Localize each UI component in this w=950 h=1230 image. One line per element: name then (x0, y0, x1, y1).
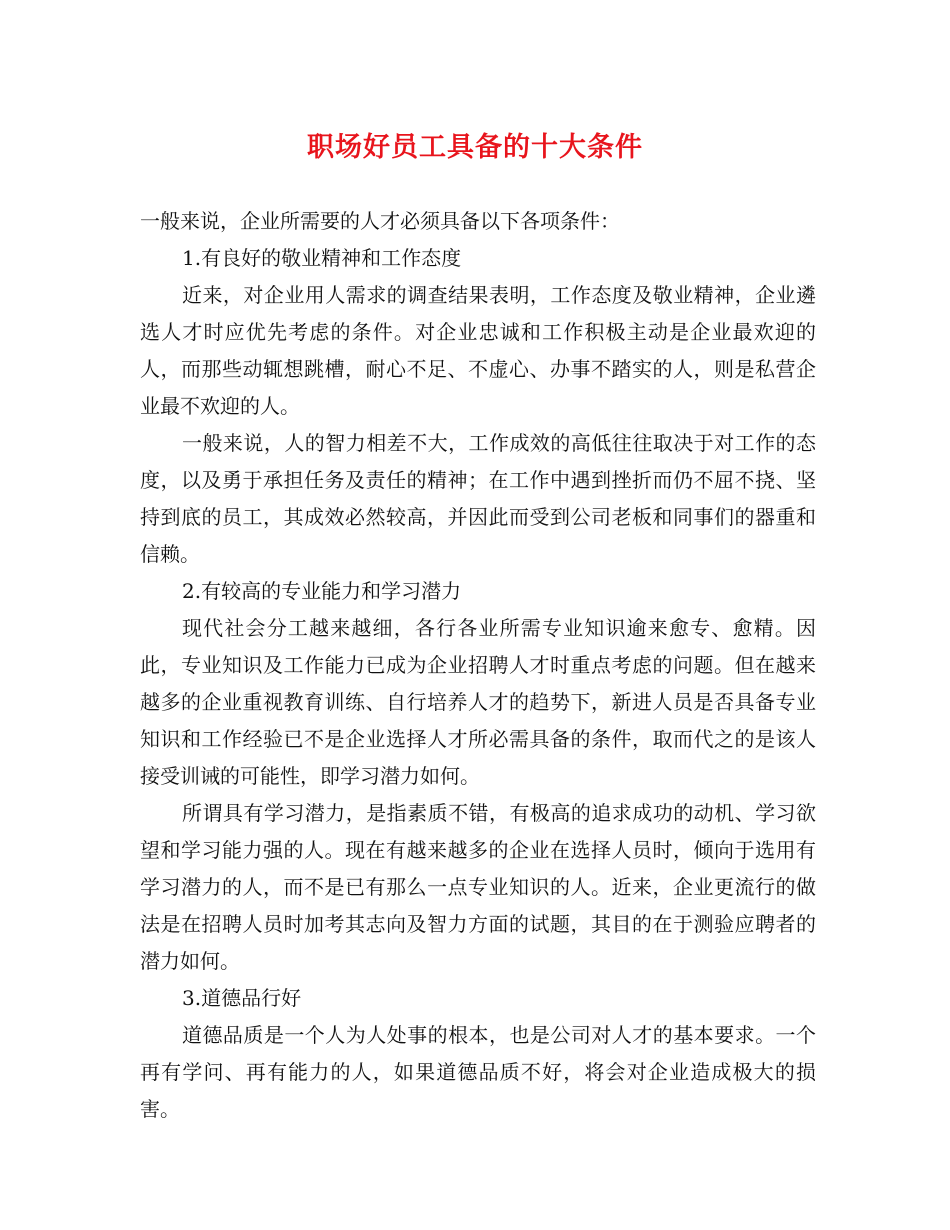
document-body (140, 203, 816, 1128)
paragraph: 近来，对企业用人需求的调查结果表明，工作态度及敬业精神，企业遴选人才时应优先考虑的条件。对企业忠诚和工作积极主动是企业最欢迎的人，而那些动辄想跳槽，耐心不足、不虚心、办事不踏实的人，则是私营企业最不欢迎的人。 (140, 283, 816, 418)
paragraph: 道德品质是一个人为人处事的根本，也是公司对人才的基本要求。一个再有学问、再有能力的人，如果道德品质不好，将会对企业造成极大的损害。 (140, 1023, 816, 1121)
section-heading-3: 3.道德品行好 (182, 986, 302, 1010)
document-title: 职场好员工具备的十大条件 (307, 132, 643, 163)
paragraph: 一般来说，人的智力相差不大，工作成效的高低往往取决于对工作的态度，以及勇于承担任务及责任的精神；在工作中遇到挫折而仍不屈不挠、坚持到底的员工，其成效必然较高，并因此而受到公司老板和同事们的器重和信赖。 (140, 431, 816, 566)
section-heading-1: 1.有良好的敬业精神和工作态度 (182, 246, 462, 270)
paragraph: 所谓具有学习潜力，是指素质不错，有极高的追求成功的动机、学习欲望和学习能力强的人。现在有越来越多的企业在选择人员时，倾向于选用有学习潜力的人，而不是已有那么一点专业知识的人。近来，企业更流行的做法是在招聘人员时加考其志向及智力方面的试题，其目的在于测验应聘者的潜力如何。 (140, 801, 816, 973)
paragraph-intro: 一般来说，企业所需要的人才必须具备以下各项条件： (140, 209, 620, 233)
paragraph: 现代社会分工越来越细，各行各业所需专业知识逾来愈专、愈精。因此，专业知识及工作能力已成为企业招聘人才时重点考虑的问题。但在越来越多的企业重视教育训练、自行培养人才的趋势下，新进人员是否具备专业知识和工作经验已不是企业选择人才所必需具备的条件，取而代之的是该人接受训诫的可能性，即学习潜力如何。 (140, 616, 816, 788)
section-heading-2: 2.有较高的专业能力和学习潜力 (182, 579, 462, 603)
